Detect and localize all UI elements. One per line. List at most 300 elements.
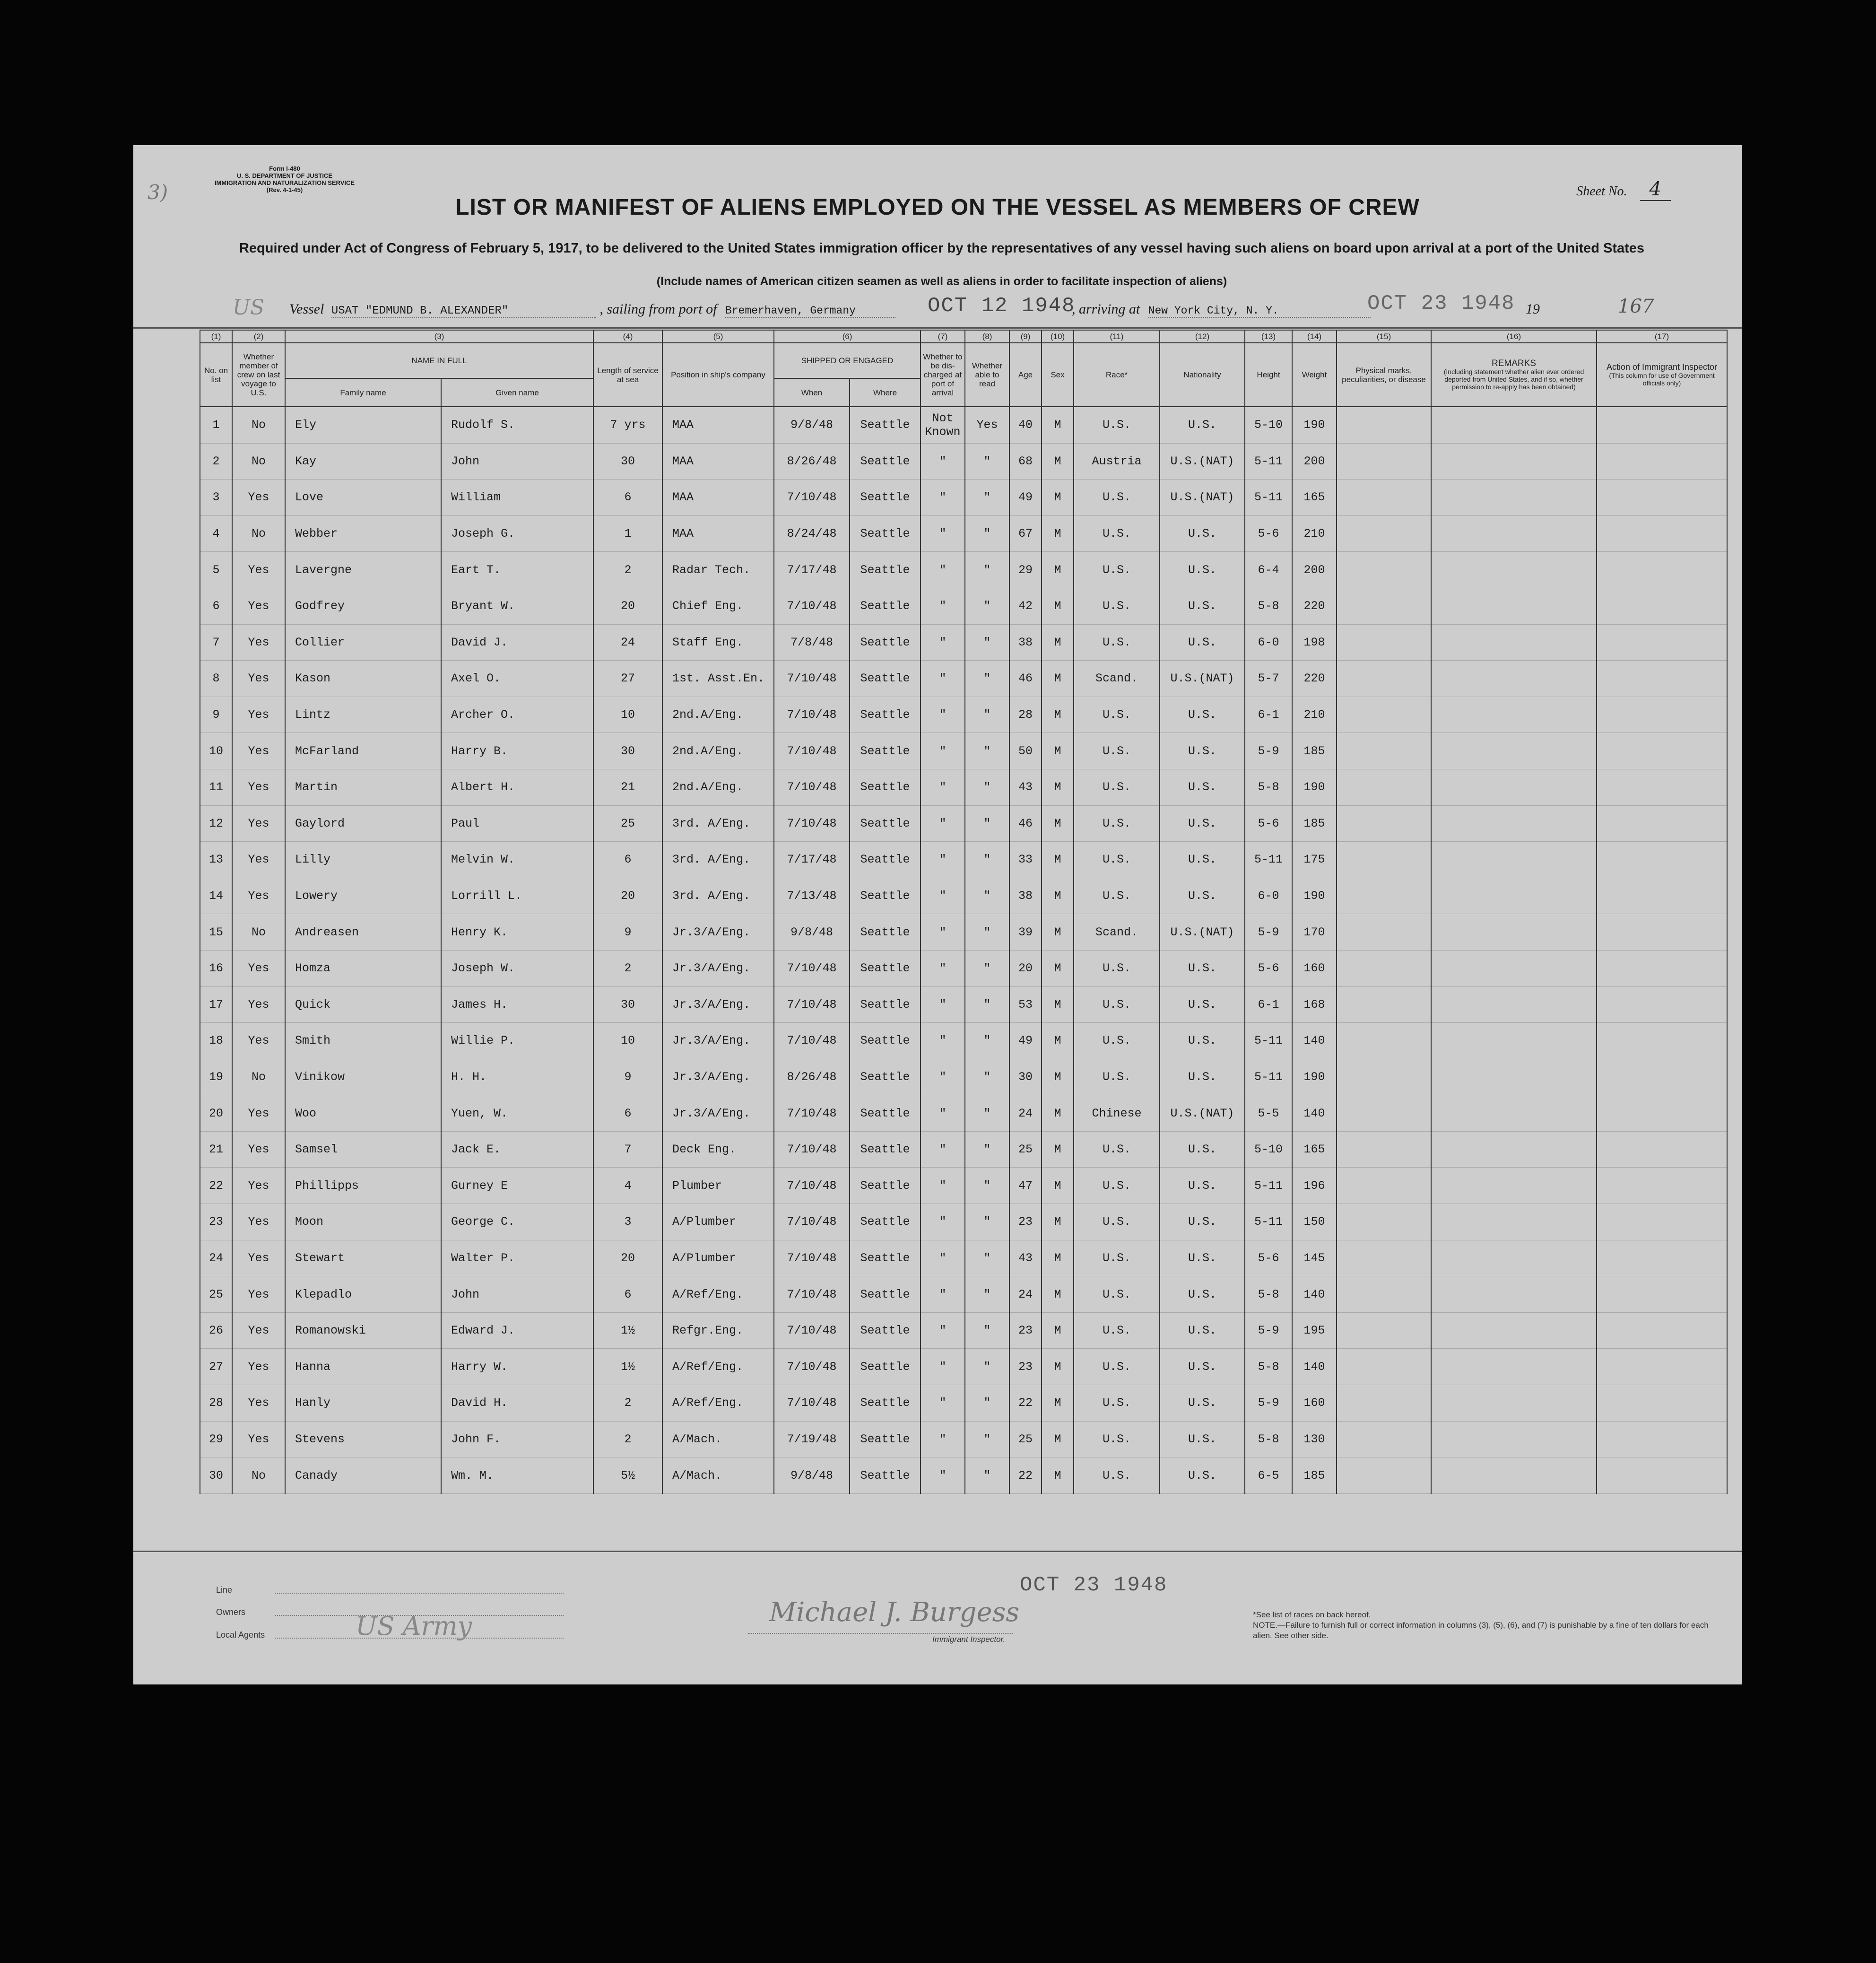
row-number-cell: 30: [200, 1457, 232, 1494]
last-voyage-cell: Yes: [232, 1168, 285, 1204]
nationality-cell: U.S.: [1160, 1421, 1245, 1457]
remarks-body: (Including statement whether alien ever ordered deported from United States, and if so, whether permission to re-apply has been obtained): [1443, 368, 1584, 391]
table-row: [200, 443, 1727, 480]
height-cell: 5-11: [1245, 1023, 1292, 1059]
physical-marks-cell: [1337, 986, 1431, 1023]
race-cell: U.S.: [1074, 1204, 1160, 1240]
table-row: [200, 552, 1727, 588]
race-cell: U.S.: [1074, 1276, 1160, 1313]
discharged-cell: ": [921, 1204, 965, 1240]
nationality-cell: U.S.: [1160, 1168, 1245, 1204]
discharged-cell: ": [921, 1276, 965, 1313]
height-cell: 5-7: [1245, 661, 1292, 697]
discharged-cell: ": [921, 950, 965, 986]
discharged-cell: ": [921, 805, 965, 842]
shipped-where-cell: Seattle: [850, 914, 921, 951]
inspector-signature-line: [748, 1632, 1013, 1634]
inspector-action-cell: [1597, 914, 1727, 951]
physical-marks-cell: [1337, 443, 1431, 480]
owners-label: Owners: [216, 1607, 246, 1617]
margin-note: 3): [148, 181, 168, 204]
last-voyage-cell: No: [232, 914, 285, 951]
discharged-cell: ": [921, 1240, 965, 1276]
header-given-name: Given name: [441, 378, 593, 407]
last-voyage-cell: No: [232, 515, 285, 552]
discharged-cell: ": [921, 769, 965, 805]
shipped-where-cell: Seattle: [850, 588, 921, 624]
shipped-when-cell: 7/17/48: [774, 552, 850, 588]
given-name-cell: Jack E.: [441, 1131, 593, 1168]
service-length-cell: 21: [593, 769, 662, 805]
header-shipped-or-engaged: SHIPPED OR ENGAGED: [774, 343, 921, 378]
last-voyage-cell: Yes: [232, 697, 285, 733]
weight-cell: 150: [1292, 1204, 1337, 1240]
shipped-where-cell: Seattle: [850, 1349, 921, 1385]
discharged-cell: ": [921, 515, 965, 552]
race-cell: U.S.: [1074, 1168, 1160, 1204]
discharged-cell: ": [921, 1457, 965, 1494]
able-to-read-cell: Yes: [965, 407, 1009, 443]
shipped-when-cell: 9/8/48: [774, 1457, 850, 1494]
last-voyage-cell: Yes: [232, 1385, 285, 1422]
given-name-cell: George C.: [441, 1204, 593, 1240]
weight-cell: 185: [1292, 805, 1337, 842]
service-length-cell: 9: [593, 914, 662, 951]
able-to-read-cell: ": [965, 1131, 1009, 1168]
height-cell: 5-11: [1245, 443, 1292, 480]
col-num-4: (4): [593, 330, 662, 343]
sex-cell: M: [1042, 769, 1074, 805]
local-agents-label: Local Agents: [216, 1630, 265, 1640]
position-cell: Staff Eng.: [662, 624, 774, 661]
physical-marks-cell: [1337, 842, 1431, 878]
table-row: [200, 1312, 1727, 1349]
given-name-cell: Bryant W.: [441, 588, 593, 624]
inspector-action-cell: [1597, 1276, 1727, 1313]
table-row: [200, 1095, 1727, 1132]
height-cell: 5-5: [1245, 1095, 1292, 1132]
family-name-cell: Lowery: [285, 878, 441, 914]
race-cell: U.S.: [1074, 1349, 1160, 1385]
sex-cell: M: [1042, 661, 1074, 697]
family-name-cell: Klepadlo: [285, 1276, 441, 1313]
shipped-when-cell: 7/8/48: [774, 624, 850, 661]
weight-cell: 165: [1292, 1131, 1337, 1168]
discharged-cell: Not Known: [921, 407, 965, 443]
nationality-cell: U.S.: [1160, 769, 1245, 805]
footer-rule: [133, 1551, 1742, 1552]
able-to-read-cell: ": [965, 588, 1009, 624]
row-number-cell: 23: [200, 1204, 232, 1240]
col-num-16: (16): [1431, 330, 1597, 343]
table-row: [200, 1131, 1727, 1168]
col-num-9: (9): [1009, 330, 1042, 343]
weight-cell: 198: [1292, 624, 1337, 661]
nationality-cell: U.S.: [1160, 515, 1245, 552]
shipped-when-cell: 7/17/48: [774, 842, 850, 878]
table-row: [200, 769, 1727, 805]
header-position: Position in ship's company: [662, 343, 774, 407]
crew-manifest-table: [200, 330, 1728, 1494]
col-num-6: (6): [774, 330, 921, 343]
inspector-action-cell: [1597, 407, 1727, 443]
physical-marks-cell: [1337, 515, 1431, 552]
weight-cell: 140: [1292, 1276, 1337, 1313]
age-cell: 25: [1009, 1421, 1042, 1457]
physical-marks-cell: [1337, 552, 1431, 588]
age-cell: 53: [1009, 986, 1042, 1023]
service-length-cell: 30: [593, 733, 662, 769]
physical-marks-cell: [1337, 1131, 1431, 1168]
height-cell: 5-11: [1245, 1204, 1292, 1240]
given-name-cell: Paul: [441, 805, 593, 842]
position-cell: A/Mach.: [662, 1421, 774, 1457]
inspector-action-cell: [1597, 1168, 1727, 1204]
inspector-action-cell: [1597, 1023, 1727, 1059]
col-num-1: (1): [200, 330, 232, 343]
family-name-cell: Romanowski: [285, 1312, 441, 1349]
race-cell: U.S.: [1074, 1240, 1160, 1276]
physical-marks-cell: [1337, 1421, 1431, 1457]
position-cell: 3rd. A/Eng.: [662, 842, 774, 878]
physical-marks-cell: [1337, 661, 1431, 697]
age-cell: 39: [1009, 914, 1042, 951]
nationality-cell: U.S.: [1160, 1457, 1245, 1494]
height-cell: 5-10: [1245, 407, 1292, 443]
family-name-cell: Phillipps: [285, 1168, 441, 1204]
shipped-where-cell: Seattle: [850, 443, 921, 480]
table-row: [200, 1276, 1727, 1313]
height-cell: 5-10: [1245, 1131, 1292, 1168]
inspector-action-cell: [1597, 1457, 1727, 1494]
height-cell: 5-11: [1245, 1168, 1292, 1204]
inspector-action-cell: [1597, 805, 1727, 842]
sex-cell: M: [1042, 1421, 1074, 1457]
remarks-cell: [1431, 407, 1597, 443]
weight-cell: 140: [1292, 1349, 1337, 1385]
able-to-read-cell: ": [965, 1023, 1009, 1059]
able-to-read-cell: ": [965, 878, 1009, 914]
table-row: [200, 1240, 1727, 1276]
last-voyage-cell: Yes: [232, 1131, 285, 1168]
height-cell: 5-11: [1245, 842, 1292, 878]
remarks-cell: [1431, 914, 1597, 951]
age-cell: 23: [1009, 1349, 1042, 1385]
service-length-cell: 30: [593, 443, 662, 480]
vessel-label: Vessel: [289, 301, 324, 317]
nationality-cell: U.S.: [1160, 1059, 1245, 1095]
sex-cell: M: [1042, 1276, 1074, 1313]
position-cell: MAA: [662, 515, 774, 552]
position-cell: A/Ref/Eng.: [662, 1385, 774, 1422]
given-name-cell: John: [441, 443, 593, 480]
position-cell: Jr.3/A/Eng.: [662, 950, 774, 986]
position-cell: Jr.3/A/Eng.: [662, 1059, 774, 1095]
given-name-cell: Walter P.: [441, 1240, 593, 1276]
remarks-cell: [1431, 1349, 1597, 1385]
service-length-cell: 27: [593, 661, 662, 697]
vessel-margin-mark: US: [233, 296, 265, 320]
header-physical-marks: Physical marks, peculiarities, or disease: [1337, 343, 1431, 407]
last-voyage-cell: No: [232, 1457, 285, 1494]
sex-cell: M: [1042, 480, 1074, 516]
inspector-action-cell: [1597, 1312, 1727, 1349]
position-cell: Deck Eng.: [662, 1131, 774, 1168]
service-length-cell: 6: [593, 842, 662, 878]
height-cell: 5-8: [1245, 1421, 1292, 1457]
table-row: [200, 733, 1727, 769]
table-row: [200, 697, 1727, 733]
family-name-cell: Gaylord: [285, 805, 441, 842]
given-name-cell: Yuen, W.: [441, 1095, 593, 1132]
nationality-cell: U.S.: [1160, 950, 1245, 986]
discharged-cell: ": [921, 552, 965, 588]
service-length-cell: 10: [593, 697, 662, 733]
remarks-cell: [1431, 552, 1597, 588]
row-number-cell: 24: [200, 1240, 232, 1276]
sex-cell: M: [1042, 1131, 1074, 1168]
age-cell: 25: [1009, 1131, 1042, 1168]
weight-cell: 170: [1292, 914, 1337, 951]
sex-cell: M: [1042, 1059, 1074, 1095]
sex-cell: M: [1042, 1023, 1074, 1059]
family-name-cell: Woo: [285, 1095, 441, 1132]
family-name-cell: Kay: [285, 443, 441, 480]
row-number-cell: 3: [200, 480, 232, 516]
shipped-when-cell: 7/10/48: [774, 986, 850, 1023]
shipped-when-cell: 7/10/48: [774, 1095, 850, 1132]
line-label: Line: [216, 1585, 233, 1595]
remarks-cell: [1431, 1059, 1597, 1095]
race-cell: U.S.: [1074, 842, 1160, 878]
nationality-cell: U.S.: [1160, 1240, 1245, 1276]
age-cell: 23: [1009, 1312, 1042, 1349]
able-to-read-cell: ": [965, 1349, 1009, 1385]
service-length-cell: 6: [593, 1095, 662, 1132]
shipped-where-cell: Seattle: [850, 661, 921, 697]
physical-marks-cell: [1337, 480, 1431, 516]
height-cell: 5-11: [1245, 480, 1292, 516]
age-cell: 33: [1009, 842, 1042, 878]
given-name-cell: John: [441, 1276, 593, 1313]
height-cell: 5-8: [1245, 1349, 1292, 1385]
height-cell: 6-0: [1245, 878, 1292, 914]
row-number-cell: 26: [200, 1312, 232, 1349]
inspector-label: Immigrant Inspector.: [932, 1635, 1006, 1644]
shipped-where-cell: Seattle: [850, 1095, 921, 1132]
table-row: [200, 986, 1727, 1023]
family-name-cell: Collier: [285, 624, 441, 661]
able-to-read-cell: ": [965, 1240, 1009, 1276]
weight-cell: 190: [1292, 769, 1337, 805]
service-length-cell: 5½: [593, 1457, 662, 1494]
able-to-read-cell: ": [965, 624, 1009, 661]
able-to-read-cell: ": [965, 1204, 1009, 1240]
physical-marks-cell: [1337, 1095, 1431, 1132]
discharged-cell: ": [921, 697, 965, 733]
col-num-15: (15): [1337, 330, 1431, 343]
subtitle: Required under Act of Congress of February 5, 1917, to be delivered to the United States immigration officer by the representatives of any vessel having such aliens on board upon arrival at a port of the United States: [239, 241, 1645, 256]
given-name-cell: William: [441, 480, 593, 516]
remarks-cell: [1431, 950, 1597, 986]
physical-marks-cell: [1337, 1349, 1431, 1385]
nationality-cell: U.S.: [1160, 1385, 1245, 1422]
inspector-action-cell: [1597, 733, 1727, 769]
service-length-cell: 1½: [593, 1312, 662, 1349]
service-length-cell: 6: [593, 1276, 662, 1313]
shipped-when-cell: 7/10/48: [774, 1240, 850, 1276]
family-name-cell: Samsel: [285, 1131, 441, 1168]
given-name-cell: James H.: [441, 986, 593, 1023]
shipped-where-cell: Seattle: [850, 552, 921, 588]
able-to-read-cell: ": [965, 697, 1009, 733]
service-length-cell: 4: [593, 1168, 662, 1204]
discharged-cell: ": [921, 733, 965, 769]
weight-cell: 210: [1292, 515, 1337, 552]
remarks-cell: [1431, 878, 1597, 914]
last-voyage-cell: Yes: [232, 878, 285, 914]
physical-marks-cell: [1337, 697, 1431, 733]
height-cell: 5-8: [1245, 1276, 1292, 1313]
header-inspector-action: [1597, 343, 1727, 407]
weight-cell: 196: [1292, 1168, 1337, 1204]
able-to-read-cell: ": [965, 1059, 1009, 1095]
inspection-date-stamp: OCT 23 1948: [1020, 1573, 1168, 1597]
last-voyage-cell: Yes: [232, 1276, 285, 1313]
family-name-cell: Lavergne: [285, 552, 441, 588]
race-cell: U.S.: [1074, 986, 1160, 1023]
shipped-when-cell: 9/8/48: [774, 914, 850, 951]
remarks-cell: [1431, 805, 1597, 842]
table-row: [200, 1421, 1727, 1457]
remarks-cell: [1431, 1276, 1597, 1313]
race-cell: U.S.: [1074, 1059, 1160, 1095]
given-name-cell: Joseph W.: [441, 950, 593, 986]
service-length-cell: 25: [593, 805, 662, 842]
age-cell: 68: [1009, 443, 1042, 480]
height-cell: 6-1: [1245, 986, 1292, 1023]
inspector-action-cell: [1597, 624, 1727, 661]
discharged-cell: ": [921, 661, 965, 697]
discharged-cell: ": [921, 443, 965, 480]
remarks-cell: [1431, 624, 1597, 661]
age-cell: 46: [1009, 805, 1042, 842]
col-num-13: (13): [1245, 330, 1292, 343]
last-voyage-cell: Yes: [232, 1095, 285, 1132]
nationality-cell: U.S.: [1160, 1023, 1245, 1059]
row-number-cell: 1: [200, 407, 232, 443]
shipped-when-cell: 7/10/48: [774, 805, 850, 842]
record-number: 167: [1618, 296, 1654, 317]
given-name-cell: Albert H.: [441, 769, 593, 805]
position-cell: 2nd.A/Eng.: [662, 697, 774, 733]
physical-marks-cell: [1337, 1385, 1431, 1422]
family-name-cell: Stewart: [285, 1240, 441, 1276]
shipped-when-cell: 7/10/48: [774, 480, 850, 516]
height-cell: 5-9: [1245, 1312, 1292, 1349]
table-row: [200, 1168, 1727, 1204]
row-number-cell: 14: [200, 878, 232, 914]
sex-cell: M: [1042, 950, 1074, 986]
remarks-title: REMARKS: [1492, 358, 1536, 368]
col-num-2: (2): [232, 330, 285, 343]
able-to-read-cell: ": [965, 1168, 1009, 1204]
arrival-line: [1072, 301, 1371, 318]
remarks-cell: [1431, 697, 1597, 733]
vessel-line: [289, 301, 895, 318]
table-row: [200, 407, 1727, 443]
race-cell: U.S.: [1074, 769, 1160, 805]
family-name-cell: Hanna: [285, 1349, 441, 1385]
service-length-cell: 2: [593, 1385, 662, 1422]
weight-cell: 160: [1292, 950, 1337, 986]
able-to-read-cell: ": [965, 515, 1009, 552]
sex-cell: M: [1042, 1204, 1074, 1240]
height-cell: 5-6: [1245, 805, 1292, 842]
age-cell: 28: [1009, 697, 1042, 733]
header-length-of-service: Length of service at sea: [593, 343, 662, 407]
physical-marks-cell: [1337, 1204, 1431, 1240]
instruction: (Include names of American citizen seamen as well as aliens in order to facilitate inspection of aliens): [656, 275, 1227, 288]
remarks-cell: [1431, 1457, 1597, 1494]
position-cell: Radar Tech.: [662, 552, 774, 588]
age-cell: 46: [1009, 661, 1042, 697]
sex-cell: M: [1042, 733, 1074, 769]
service-length-cell: 30: [593, 986, 662, 1023]
inspector-action-cell: [1597, 552, 1727, 588]
remarks-cell: [1431, 443, 1597, 480]
nationality-cell: U.S.: [1160, 552, 1245, 588]
weight-cell: 195: [1292, 1312, 1337, 1349]
age-cell: 43: [1009, 769, 1042, 805]
shipped-where-cell: Seattle: [850, 1131, 921, 1168]
table-row: [200, 624, 1727, 661]
col-num-12: (12): [1160, 330, 1245, 343]
race-cell: U.S.: [1074, 805, 1160, 842]
height-cell: 5-8: [1245, 588, 1292, 624]
physical-marks-cell: [1337, 733, 1431, 769]
sheet-label: Sheet No.: [1576, 184, 1627, 199]
shipped-when-cell: 9/8/48: [774, 407, 850, 443]
height-cell: 6-1: [1245, 697, 1292, 733]
race-cell: U.S.: [1074, 697, 1160, 733]
header-remarks: [1431, 343, 1597, 407]
race-cell: U.S.: [1074, 588, 1160, 624]
table-row: [200, 878, 1727, 914]
header-family-name: Family name: [285, 378, 441, 407]
given-name-cell: David J.: [441, 624, 593, 661]
age-cell: 67: [1009, 515, 1042, 552]
table-row: [200, 1457, 1727, 1494]
race-cell: U.S.: [1074, 950, 1160, 986]
inspector-action-cell: [1597, 697, 1727, 733]
table-row: [200, 515, 1727, 552]
sex-cell: M: [1042, 878, 1074, 914]
weight-cell: 145: [1292, 1240, 1337, 1276]
sex-cell: M: [1042, 1240, 1074, 1276]
service-length-cell: 2: [593, 950, 662, 986]
shipped-where-cell: Seattle: [850, 1312, 921, 1349]
given-name-cell: Lorrill L.: [441, 878, 593, 914]
last-voyage-cell: No: [232, 407, 285, 443]
position-cell: Jr.3/A/Eng.: [662, 914, 774, 951]
able-to-read-cell: ": [965, 1312, 1009, 1349]
physical-marks-cell: [1337, 1059, 1431, 1095]
shipped-where-cell: Seattle: [850, 624, 921, 661]
family-name-cell: Lilly: [285, 842, 441, 878]
sex-cell: M: [1042, 588, 1074, 624]
weight-cell: 185: [1292, 733, 1337, 769]
